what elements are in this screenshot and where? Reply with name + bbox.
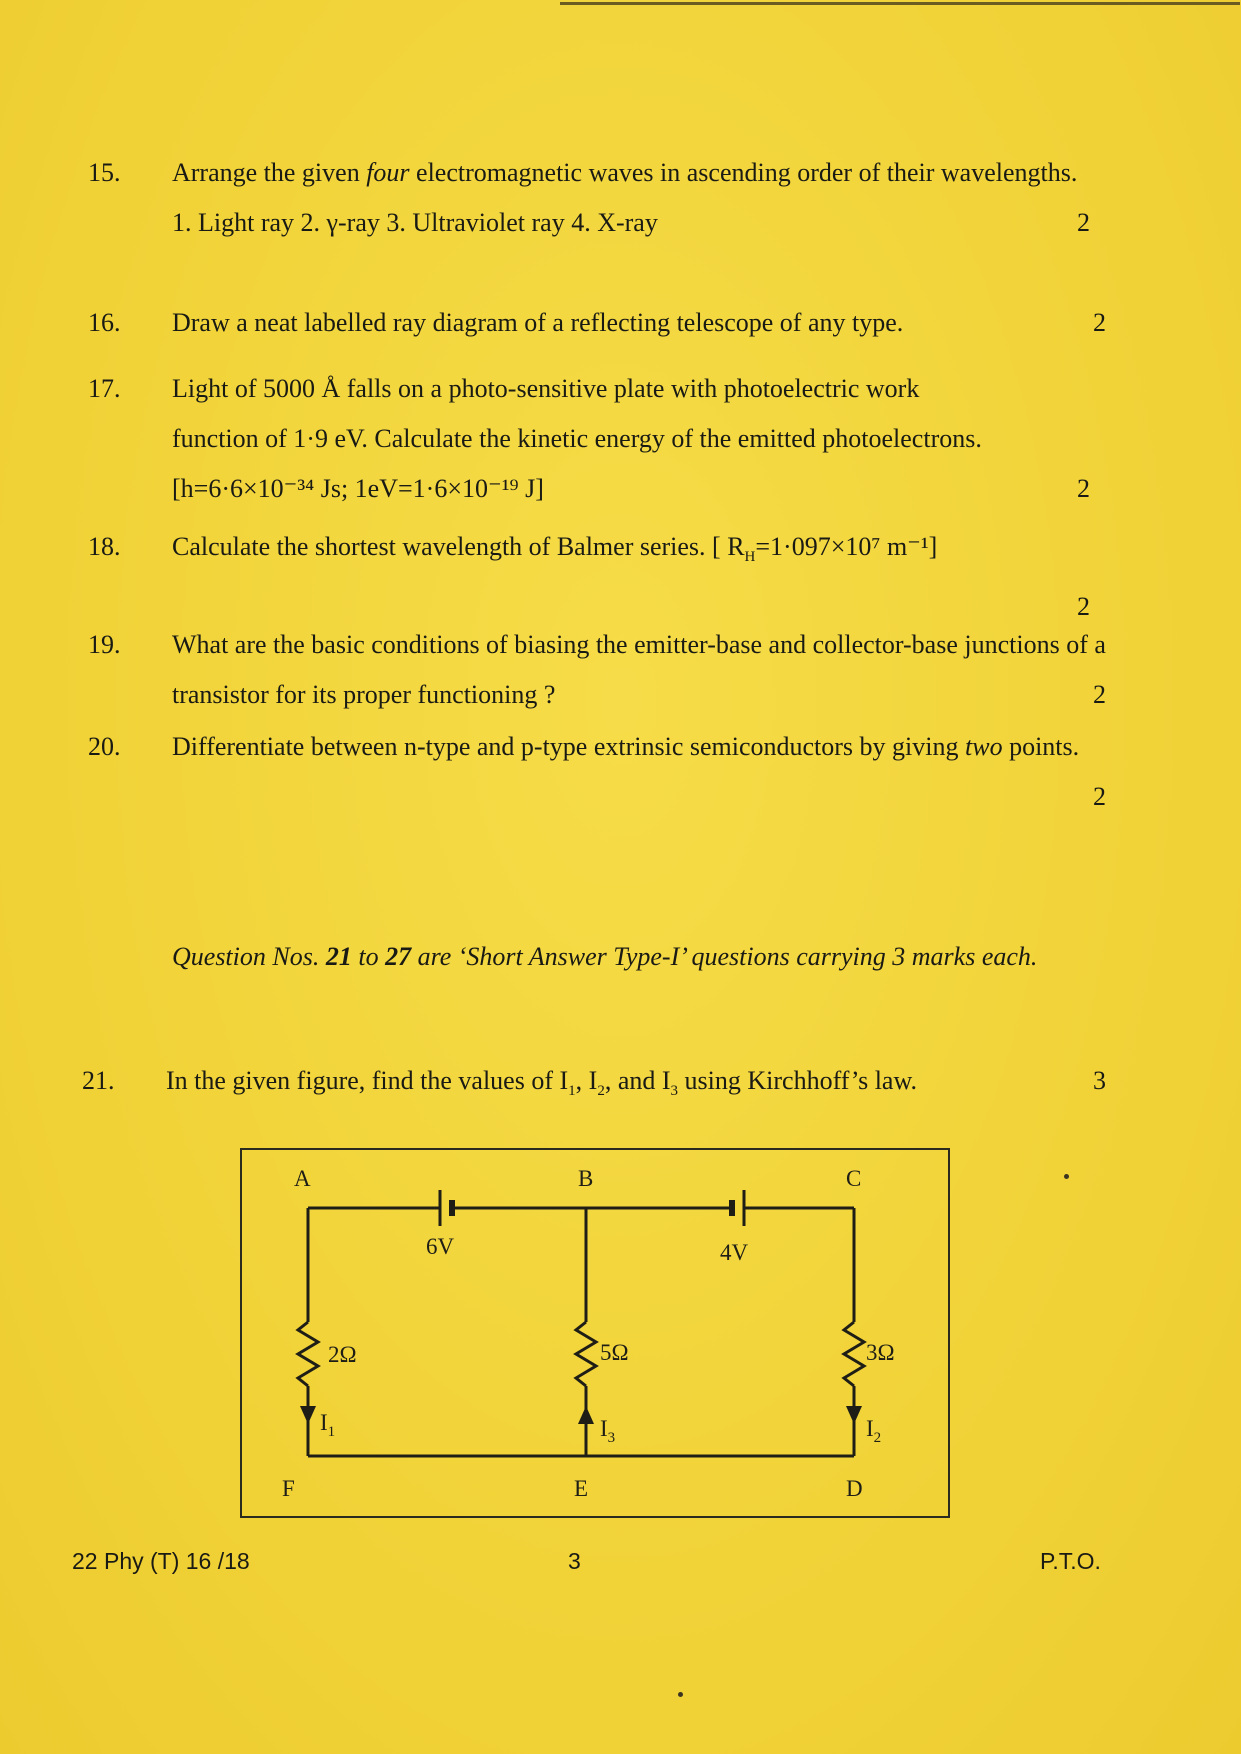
arrow-i3-up bbox=[578, 1406, 594, 1424]
resistor-3ohm-label: 3Ω bbox=[866, 1340, 895, 1365]
marks: 2 bbox=[1093, 308, 1106, 337]
node-d-label: D bbox=[846, 1476, 863, 1501]
marks: 2 bbox=[1093, 782, 1106, 811]
resistor-2ohm-label: 2Ω bbox=[328, 1342, 357, 1367]
node-e-label: E bbox=[574, 1476, 589, 1501]
current-i1-label: $I_1$ bbox=[320, 1410, 336, 1440]
resistor-3ohm bbox=[844, 1322, 864, 1386]
question-20: 20. Differentiate between n-type and p-type extrinsic semiconductors by giving two points. 2 bbox=[88, 722, 1118, 772]
circuit-diagram bbox=[242, 1150, 948, 1516]
pto-label: P.T.O. bbox=[1040, 1548, 1101, 1574]
circuit-figure bbox=[240, 1148, 950, 1518]
marks: 2 bbox=[1077, 208, 1090, 237]
marks: 3 bbox=[1093, 1066, 1106, 1095]
node-c-label: C bbox=[846, 1166, 862, 1191]
speck bbox=[1064, 1174, 1069, 1179]
page-number: 3 bbox=[568, 1548, 581, 1574]
question-21: 21. In the given figure, find the values of $I_1$, $I_2$, and $I_3$ using Kirchhoff’s law. 3 bbox=[88, 1056, 1118, 1116]
section-note: Question Nos. 21 to 27 are ‘Short Answer Type-I’ questions carrying 3 marks each. bbox=[172, 942, 1038, 971]
speck bbox=[678, 1692, 683, 1697]
wave-list: 1. Light ray 2. γ-ray 3. Ultraviolet ray 4. X-ray 2 bbox=[172, 198, 1102, 248]
top-rule bbox=[560, 2, 1240, 5]
question-18: 18. Calculate the shortest wavelength of Balmer series. [ $R_H=1\cdot 097\times 10^7$ m⁻¹] 2 bbox=[88, 522, 1118, 632]
question-number: 21. bbox=[82, 1066, 115, 1095]
arrow-i1-down bbox=[300, 1406, 316, 1424]
question-16: 16. Draw a neat labelled ray diagram of a reflecting telescope of any type. 2 bbox=[88, 298, 1118, 348]
arrow-i2-down bbox=[846, 1406, 862, 1424]
resistor-5ohm bbox=[576, 1322, 596, 1386]
battery-6v-label: 6V bbox=[426, 1234, 455, 1259]
question-number: 15. bbox=[88, 158, 121, 187]
battery-4v-label: 4V bbox=[720, 1240, 749, 1265]
question-15: 15. Arrange the given four electromagnetic waves in ascending order of their wavelengths. 1. Light ray 2. γ-ray 3. Ultraviolet ray 4. X-ray 2 bbox=[88, 148, 1118, 248]
node-f-label: F bbox=[282, 1476, 295, 1501]
node-b-label: B bbox=[578, 1166, 594, 1191]
question-number: 16. bbox=[88, 308, 121, 337]
node-a-label: A bbox=[294, 1166, 311, 1191]
question-number: 18. bbox=[88, 532, 121, 561]
marks: 2 bbox=[1093, 680, 1106, 709]
current-i2-label: $I_2$ bbox=[866, 1416, 882, 1446]
question-19: 19. What are the basic conditions of biasing the emitter-base and collector-base junctions of a transistor for its proper functioning ? 2 bbox=[88, 620, 1118, 720]
marks: 2 bbox=[1077, 474, 1090, 503]
question-number: 20. bbox=[88, 732, 121, 761]
question-number: 19. bbox=[88, 630, 121, 659]
current-i3-label: $I_3$ bbox=[600, 1416, 616, 1446]
resistor-2ohm bbox=[298, 1322, 318, 1386]
resistor-5ohm-label: 5Ω bbox=[600, 1340, 629, 1365]
marks: 2 bbox=[1077, 592, 1090, 622]
question-17: 17. Light of 5000 Å falls on a photo-sensitive plate with photoelectric work function of 1·9 eV. Calculate the kinetic energy of the emitted photoelectrons. [h=6·6×10⁻³⁴ Js; 1eV=1·6×10⁻¹⁹ J] 2 bbox=[88, 364, 1118, 514]
question-number: 17. bbox=[88, 374, 121, 403]
paper-code: 22 Phy (T) 16 /18 bbox=[72, 1548, 250, 1574]
